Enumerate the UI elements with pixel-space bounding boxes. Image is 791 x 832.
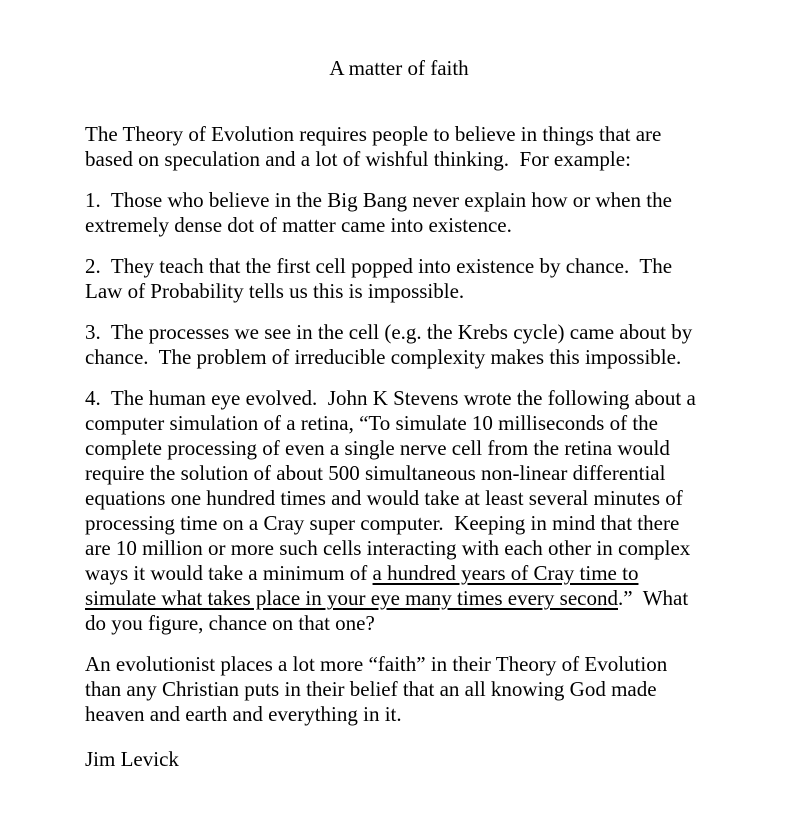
text-line (85, 147, 713, 172)
text-segment: processing time on a Cray super computer. Keeping in mind that there (85, 511, 680, 535)
paragraph (85, 320, 713, 370)
document-body (85, 122, 713, 727)
text-segment: Law of Probability tells us this is impossible. (85, 279, 465, 303)
text-line (85, 213, 713, 238)
text-segment: An evolutionist places a lot more “faith” in their Theory of Evolution (85, 652, 668, 676)
paragraph (85, 652, 713, 727)
text-segment: require the solution of about 500 simultaneous non-linear differential (85, 461, 666, 485)
document-title: A matter of faith (329, 56, 469, 80)
text-segment: .” What (618, 586, 689, 610)
text-segment: ways it would take a minimum of (85, 561, 373, 585)
text-line (85, 536, 713, 561)
text-segment: based on speculation and a lot of wishful thinking. For example: (85, 147, 631, 171)
paragraph (85, 254, 713, 304)
paragraph (85, 386, 713, 636)
text-segment: heaven and earth and everything in it. (85, 702, 402, 726)
text-line (85, 586, 713, 611)
text-line (85, 320, 713, 345)
text-line (85, 411, 713, 436)
text-line (85, 461, 713, 486)
text-segment: 1. Those who believe in the Big Bang never explain how or when the (85, 188, 672, 212)
text-segment: do you figure, chance on that one? (85, 611, 375, 635)
text-line (85, 611, 713, 636)
text-segment: complete processing of even a single nerve cell from the retina would (85, 436, 670, 460)
text-line (85, 279, 713, 304)
text-segment: computer simulation of a retina, “To simulate 10 milliseconds of the (85, 411, 658, 435)
text-line (85, 254, 713, 279)
text-line (85, 486, 713, 511)
text-line (85, 511, 713, 536)
underlined-text: simulate what takes place in your eye many times every second (85, 586, 618, 610)
text-segment: chance. The problem of irreducible complexity makes this impossible. (85, 345, 682, 369)
paragraph (85, 122, 713, 172)
signature: Jim Levick (85, 747, 179, 771)
text-line (85, 386, 713, 411)
text-line (85, 561, 713, 586)
underlined-text: a hundred years of Cray time to (372, 561, 639, 585)
text-segment: 2. They teach that the first cell popped into existence by chance. The (85, 254, 673, 278)
text-line (85, 702, 713, 727)
text-segment: equations one hundred times and would take at least several minutes of (85, 486, 683, 510)
text-line (85, 188, 713, 213)
text-line (85, 436, 713, 461)
text-segment: than any Christian puts in their belief that an all knowing God made (85, 677, 657, 701)
text-segment: extremely dense dot of matter came into existence. (85, 213, 512, 237)
text-line (85, 345, 713, 370)
text-line (85, 122, 713, 147)
text-line (85, 677, 713, 702)
text-segment: 3. The processes we see in the cell (e.g. the Krebs cycle) came about by (85, 320, 693, 344)
text-line (85, 652, 713, 677)
text-segment: 4. The human eye evolved. John K Stevens wrote the following about a (85, 386, 696, 410)
text-segment: are 10 million or more such cells interacting with each other in complex (85, 536, 691, 560)
text-segment: The Theory of Evolution requires people to believe in things that are (85, 122, 662, 146)
paragraph (85, 188, 713, 238)
